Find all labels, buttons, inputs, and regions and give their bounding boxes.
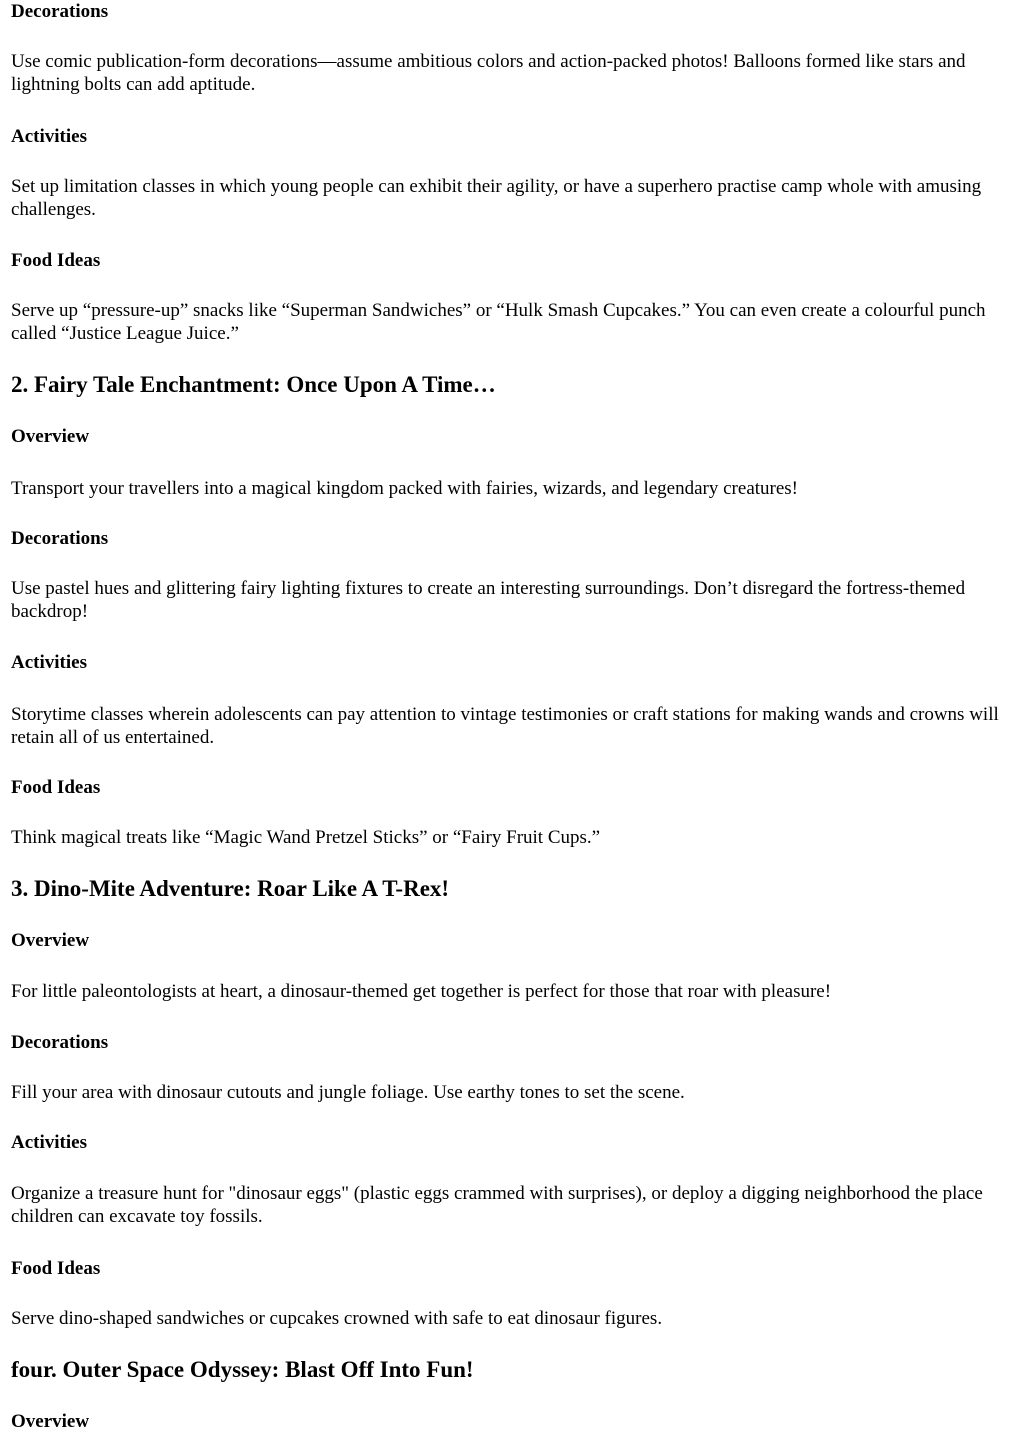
activities-heading: Activities — [11, 126, 87, 147]
food-ideas-heading: Food Ideas — [11, 777, 101, 798]
decorations-paragraph: Fill your area with dinosaur cutouts and jungle foliage. Use earthy tones to set the scene. — [11, 1082, 685, 1103]
decorations-paragraph: Use pastel hues and glittering fairy lighting fixtures to create an interesting surroundings. Don’t disregard the fortress-themed backdrop! — [11, 578, 966, 622]
decorations-paragraph: Use comic publication-form decorations—assume ambitious colors and action-packed photos! Balloons formed like stars and lightning bolts can add aptitude. — [11, 51, 966, 95]
decorations-heading: Decorations — [11, 1032, 109, 1053]
overview-heading: Overview — [11, 930, 90, 951]
food-ideas-heading: Food Ideas — [11, 1258, 101, 1279]
activities-paragraph: Organize a treasure hunt for "dinosaur eggs" (plastic eggs crammed with surprises), or deploy a digging neighborhood the place children can excavate toy fossils. — [11, 1183, 983, 1227]
overview-heading: Overview — [11, 426, 90, 447]
section-heading-fairy-tale: 2. Fairy Tale Enchantment: Once Upon A Time… — [11, 372, 496, 397]
food-ideas-paragraph: Serve dino-shaped sandwiches or cupcakes crowned with safe to eat dinosaur figures. — [11, 1308, 663, 1329]
food-ideas-paragraph: Think magical treats like “Magic Wand Pretzel Sticks” or “Fairy Fruit Cups.” — [11, 827, 601, 848]
overview-paragraph: Transport your travellers into a magical kingdom packed with fairies, wizards, and legendary creatures! — [11, 478, 799, 499]
decorations-heading: Decorations — [11, 528, 109, 549]
activities-paragraph: Storytime classes wherein adolescents can pay attention to vintage testimonies or craft stations for making wands and crowns will retain all of us entertained. — [11, 704, 999, 748]
decorations-heading: Decorations — [11, 1, 109, 22]
activities-heading: Activities — [11, 652, 87, 673]
food-ideas-paragraph: Serve up “pressure-up” snacks like “Superman Sandwiches” or “Hulk Smash Cupcakes.” You can even create a colourful punch called “Justice League Juice.” — [11, 300, 986, 344]
section-heading-dino: 3. Dino-Mite Adventure: Roar Like A T-Rex! — [11, 876, 450, 901]
section-heading-outer-space: four. Outer Space Odyssey: Blast Off Into Fun! — [11, 1357, 474, 1382]
overview-paragraph: For little paleontologists at heart, a dinosaur-themed get together is perfect for those that roar with pleasure! — [11, 981, 832, 1002]
activities-heading: Activities — [11, 1132, 87, 1153]
overview-heading: Overview — [11, 1411, 90, 1432]
activities-paragraph: Set up limitation classes in which young people can exhibit their agility, or have a superhero practise camp whole with amusing challenges. — [11, 176, 982, 220]
food-ideas-heading: Food Ideas — [11, 250, 101, 271]
